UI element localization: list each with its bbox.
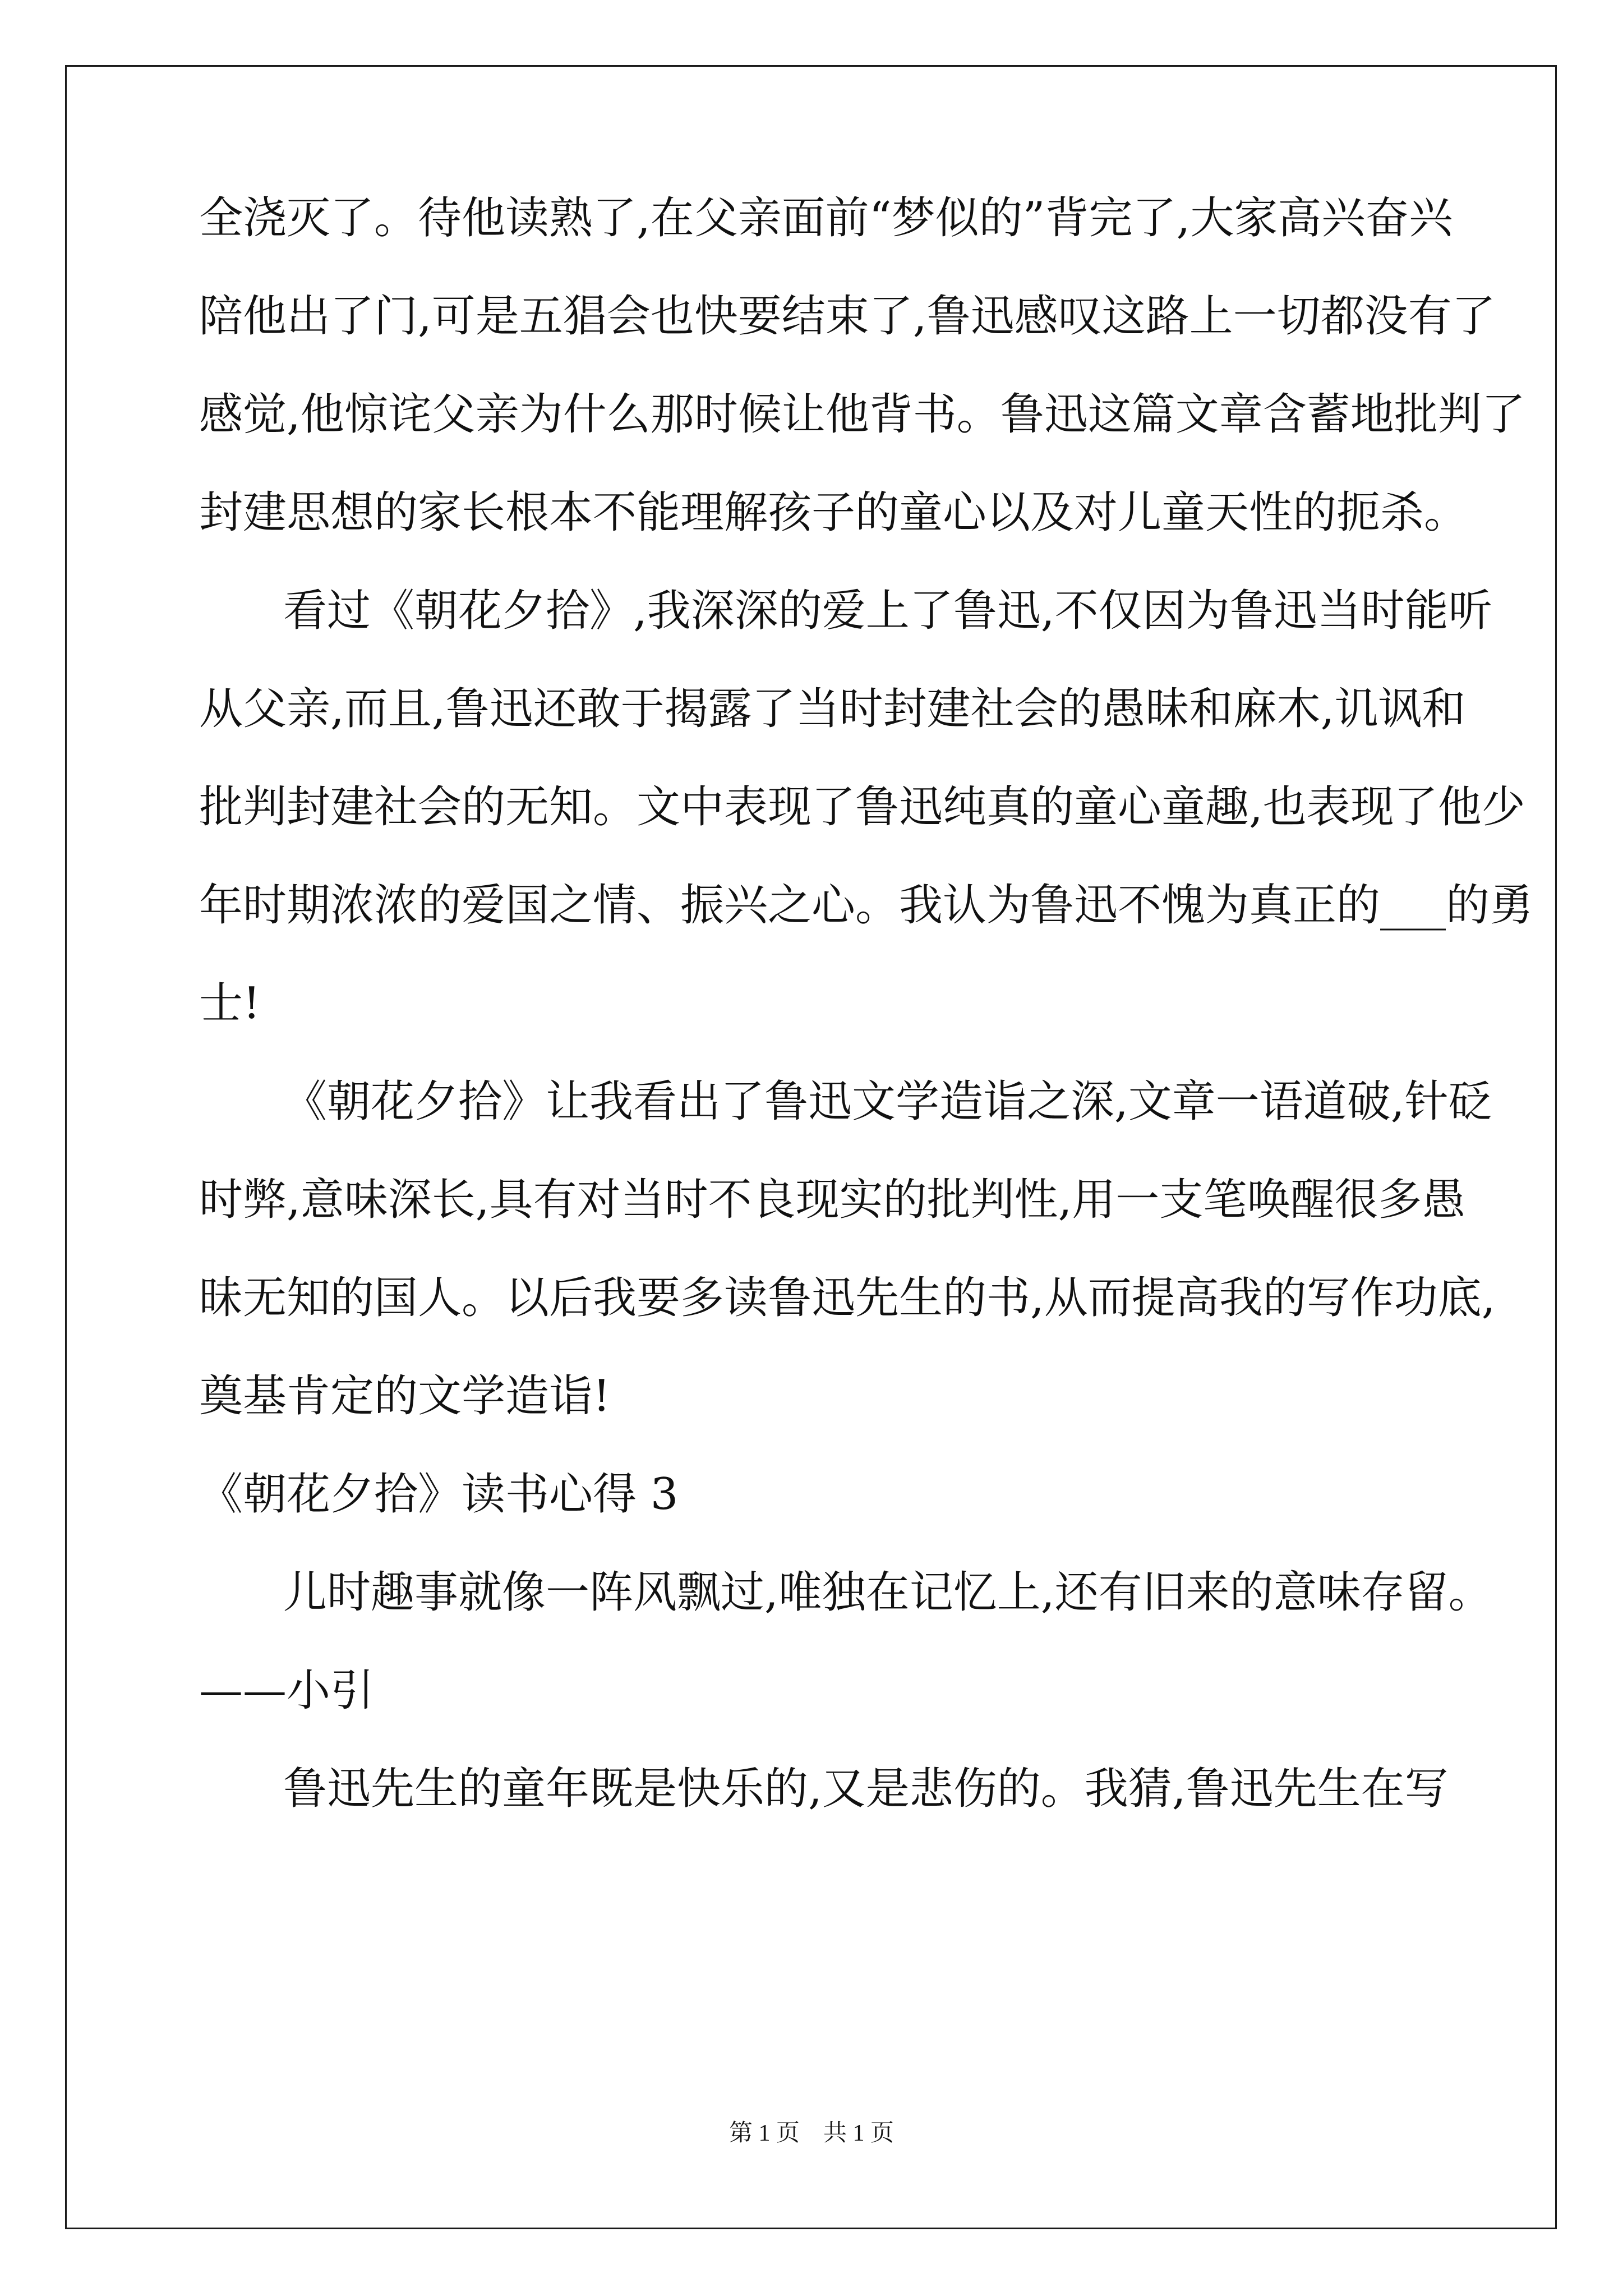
text-line: 批判封建社会的无知。文中表现了鲁迅纯真的童心童趣,也表现了他少	[199, 782, 1525, 832]
text-line: 从父亲,而且,鲁迅还敢于揭露了当时封建社会的愚昧和麻木,讥讽和	[199, 684, 1466, 734]
text-line: 士!	[199, 978, 261, 1029]
paragraph-first-line: 《朝花夕拾》让我看出了鲁迅文学造诣之深,文章一语道破,针砭	[283, 1076, 1492, 1127]
section-heading: 《朝花夕拾》读书心得 3	[199, 1469, 679, 1520]
text-line: 奠基肯定的文学造诣!	[199, 1371, 611, 1421]
paragraph-first-line: 看过《朝花夕拾》,我深深的爱上了鲁迅,不仅因为鲁迅当时能听	[283, 586, 1492, 636]
text-line: 感觉,他惊诧父亲为什么那时候让他背书。鲁迅这篇文章含蓄地批判了	[199, 389, 1525, 440]
text-line: 陪他出了门,可是五猖会也快要结束了,鲁迅感叹这路上一切都没有了	[199, 291, 1496, 342]
text-line: 昧无知的国人。以后我要多读鲁迅先生的书,从而提高我的写作功底,	[199, 1273, 1496, 1323]
text-line: ——小引	[199, 1665, 375, 1716]
text-line: 年时期浓浓的爱国之情、振兴之心。我认为鲁迅不愧为真正的___的勇	[199, 880, 1534, 931]
text-line: 时弊,意味深长,具有对当时不良现实的批判性,用一支笔唤醒很多愚	[199, 1175, 1466, 1225]
paragraph-first-line: 儿时趣事就像一阵风飘过,唯独在记忆上,还有旧来的意味存留。	[283, 1567, 1492, 1618]
text-line: 封建思想的家长根本不能理解孩子的童心以及对儿童天性的扼杀。	[199, 487, 1468, 538]
page-footer: 第 1 页 共 1 页	[728, 2120, 894, 2146]
paragraph-first-line: 鲁迅先生的童年既是快乐的,又是悲伤的。我猜,鲁迅先生在写	[283, 1764, 1449, 1814]
text-line: 全浇灭了。待他读熟了,在父亲面前“梦似的”背完了,大家高兴奋兴	[199, 193, 1453, 243]
